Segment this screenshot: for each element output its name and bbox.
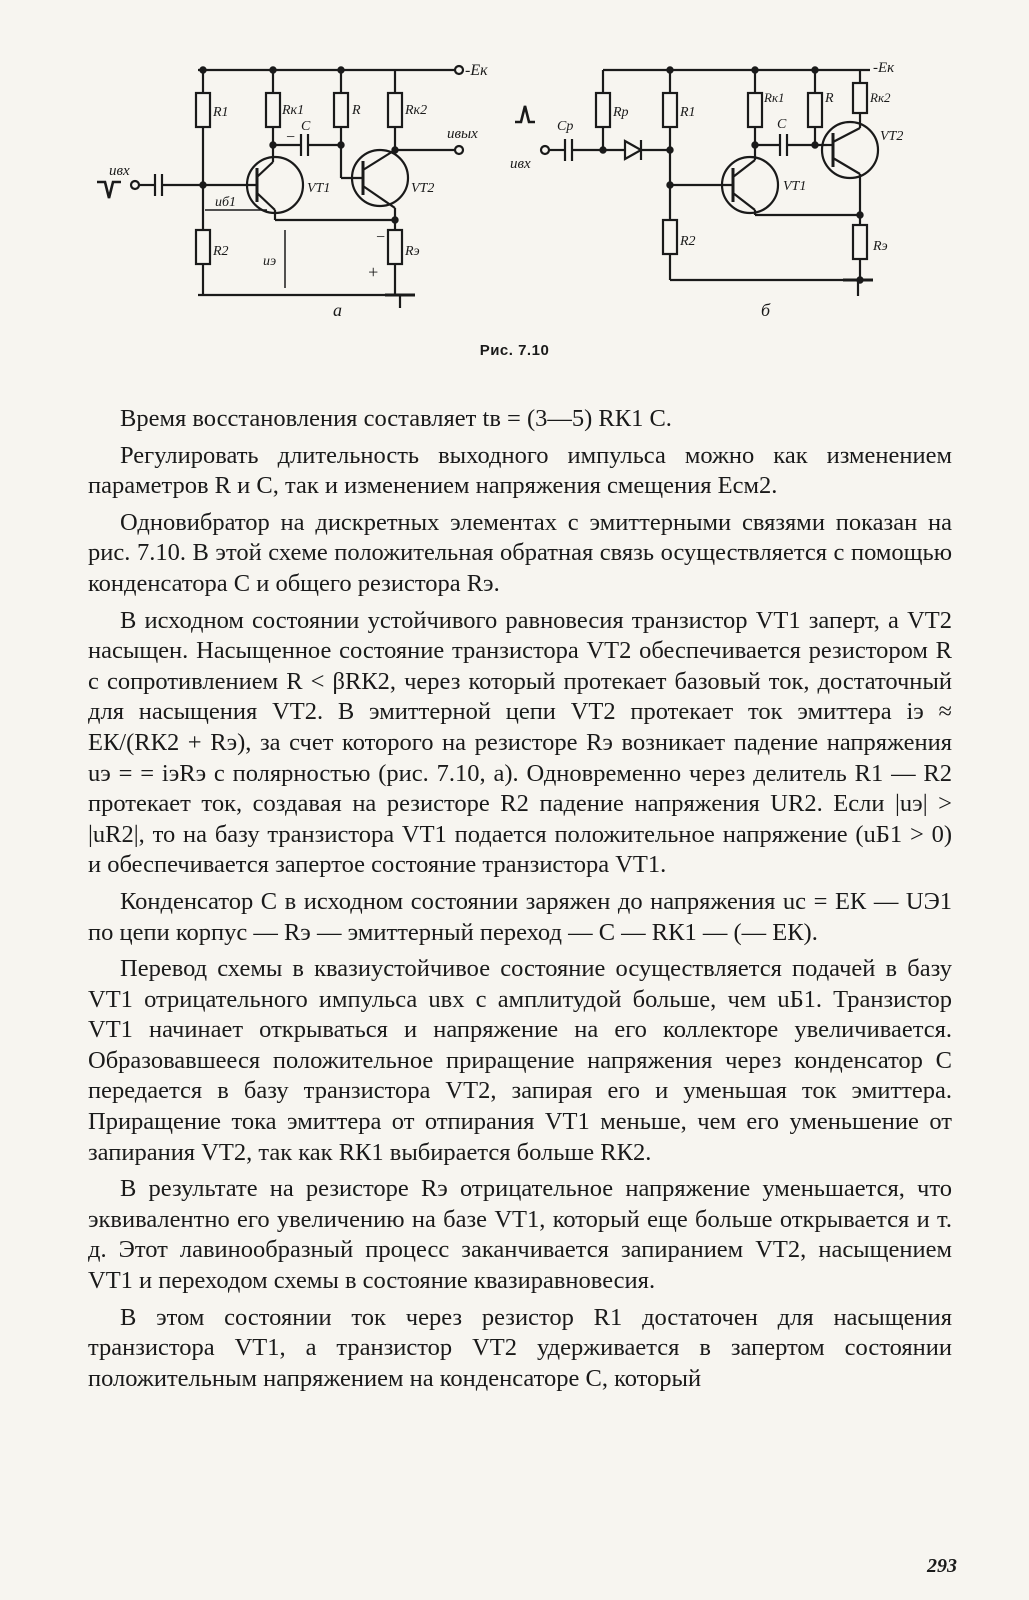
body-text: [88, 404, 952, 1400]
paragraph: В результате на резисторе Rэ отрицательное напряжение уменьшается, что эквивалентно его увеличению на базе VT1, который еще больше открывается и т. д. Этот лавинообразный процесс заканчивается запиранием VT2, насыщением VT1 и переходом схемы в состояние квазиравновесия.: [88, 1175, 952, 1295]
label-a-vt2: VT2: [411, 181, 435, 196]
label-a-r: R: [352, 103, 361, 118]
circuit-figure: [95, 50, 955, 370]
label-a-r2: R2: [213, 244, 229, 259]
panel-a-label: а: [333, 300, 342, 320]
label-a-c: C: [301, 119, 311, 134]
label-a-vt1: VT1: [307, 181, 331, 196]
label-a-minus-re: −: [375, 229, 386, 246]
paragraph: Время восстановления составляет tв = (3—5) RК1 C.: [120, 405, 672, 432]
figure-caption: Рис. 7.10: [479, 342, 550, 359]
label-b-re: Rэ: [873, 239, 888, 254]
label-b-supply: -Eк: [873, 60, 895, 76]
label-a-supply: -Eк: [465, 62, 488, 79]
label-b-vt2: VT2: [880, 129, 904, 144]
page-number: 293: [927, 1555, 957, 1577]
label-b-r1: R1: [680, 105, 696, 120]
label-a-ub1: uб1: [215, 195, 237, 210]
paragraph: В этом состоянии ток через резистор R1 достаточен для насыщения транзистора VT1, а транзистор VT2 удерживается в запертом состоянии положительным напряжением на конденсаторе C, который: [88, 1303, 952, 1392]
label-a-output: uвых: [447, 126, 478, 142]
label-a-plus-re: +: [367, 262, 380, 282]
paragraph: Регулировать длительность выходного импульса можно как изменением параметров R и C, так и изменением напряжения смещения Eсм2.: [88, 441, 952, 500]
paragraph: В исходном состоянии устойчивого равновесия транзистор VT1 заперт, а VT2 насыщен. Насыщенное состояние транзистора VT2 обеспечивается резистором R с сопротивлением R < βRК2, через который протекает базовый ток, достаточный для насыщения VT2. В эмиттерной цепи VT2 протекает ток эмиттера iэ ≈ EК/(RК2 + Rэ), за счет которого на резисторе Rэ возникает падение напряжения uэ = = iэRэ с полярностью (рис. 7.10, а). Одновременно через делитель R1 — R2 протекает ток, создавая на резисторе R2 падение напряжения UR2. Если |uэ| > |uR2|, то на базу транзистора VT1 подается положительное напряжение (uБ1 > 0) и обеспечивается запертое состояние транзистора VT1.: [88, 606, 952, 879]
label-a-rk2: Rк2: [405, 103, 428, 118]
label-b-vt1: VT1: [783, 179, 807, 194]
label-b-r: R: [825, 91, 834, 106]
label-b-rp: Rр: [613, 105, 629, 120]
label-b-c: C: [777, 117, 787, 132]
label-a-input: uвх: [109, 163, 130, 179]
label-a-re: Rэ: [405, 244, 420, 259]
label-a-rk1: Rк1: [282, 103, 305, 118]
label-a-minus-c: −: [285, 129, 296, 146]
panel-b-label: б: [761, 300, 771, 320]
paragraph: Перевод схемы в квазиустойчивое состояние осуществляется подачей в базу VT1 отрицательного импульса uвх с амплитудой больше, чем uБ1. Транзистор VT1 начинает открываться и напряжение на его коллекторе увеличивается. Образовавшееся положительное приращение напряжения через конденсатор C передается в базу транзистора VT2, запирая его и уменьшая ток эмиттера. Приращение тока эмиттера от отпирания VT1 меньше, чем его уменьшение от запирания VT2, так как RК1 выбирается больше RК2.: [88, 955, 952, 1166]
label-b-rk2: Rк2: [870, 90, 891, 105]
label-b-r2: R2: [680, 234, 696, 249]
label-a-ue: uэ: [263, 254, 277, 269]
label-b-input: uвх: [510, 156, 531, 172]
label-a-r1: R1: [213, 105, 229, 120]
label-b-rk1: Rк1: [764, 90, 785, 105]
panel-b-circuit: [515, 67, 878, 296]
label-b-cp: Cр: [557, 119, 574, 134]
circuit-diagram: [95, 50, 955, 370]
paragraph: Одновибратор на дискретных элементах с эмиттерными связями показан на рис. 7.10. В этой схеме положительная обратная связь осуществляется с помощью конденсатора C и общего резистора Rэ.: [88, 508, 952, 597]
paragraph: Конденсатор C в исходном состоянии заряжен до напряжения uс = EК — UЭ1 по цепи корпус — Rэ — эмиттерный переход — C — RК1 — (— EК).: [88, 887, 952, 946]
